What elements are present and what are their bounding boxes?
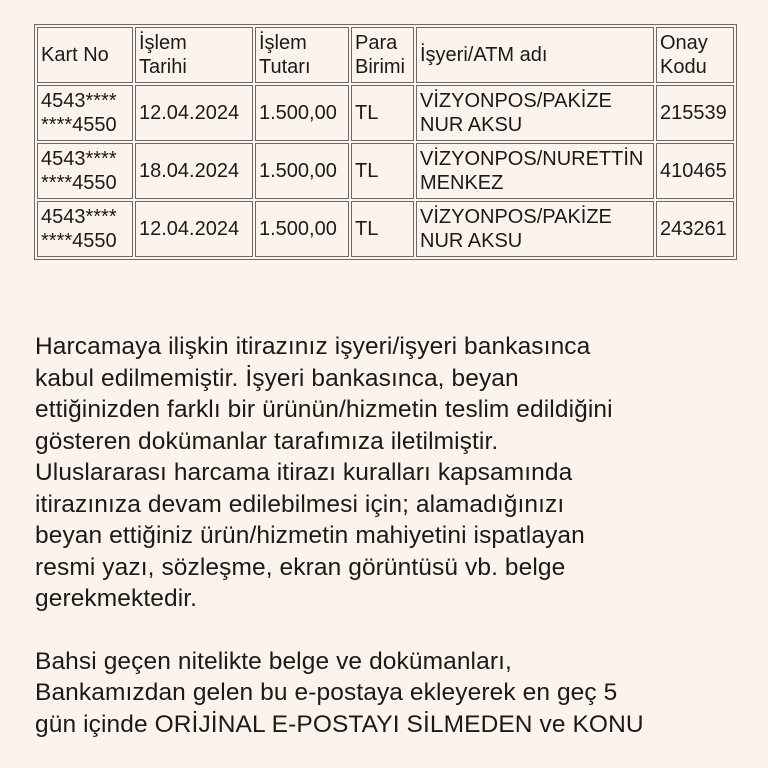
cell-para-birimi: TL	[351, 85, 414, 141]
cell-isyeri-adi: VİZYONPOS/PAKİZE NUR AKSU	[416, 85, 654, 141]
text-line: Uluslararası harcama itirazı kuralları kapsamında	[35, 459, 573, 486]
cell-onay-kodu: 243261	[656, 201, 734, 257]
cell-islem-tutari: 1.500,00	[255, 85, 349, 141]
cell-islem-tarihi: 12.04.2024	[135, 201, 253, 257]
header-para-birimi: Para Birimi	[351, 27, 414, 83]
cell-onay-kodu: 410465	[656, 143, 734, 199]
header-islem-tarihi: İşlem Tarihi	[135, 27, 253, 83]
text-line: Harcamaya ilişkin itirazınız işyeri/işyeri bankasınca	[35, 333, 591, 360]
paragraph-objection-rejected	[35, 331, 735, 615]
table-row	[37, 85, 734, 141]
text-line: gerekmektedir.	[35, 585, 198, 612]
cell-islem-tutari: 1.500,00	[255, 201, 349, 257]
text-line: resmi yazı, sözleşme, ekran görüntüsü vb. belge	[35, 553, 566, 581]
message-text	[35, 331, 735, 768]
text-line: beyan ettiğiniz ürün/hizmetin mahiyetini ispatlayan	[35, 522, 585, 549]
cell-onay-kodu: 215539	[656, 85, 734, 141]
paragraph-document-request	[35, 646, 735, 741]
text-line: gün içinde ORİJİNAL E-POSTAYI SİLMEDEN ve KONU	[35, 710, 644, 738]
cell-kart-no: 4543**** ****4550	[37, 143, 133, 199]
cell-islem-tarihi: 12.04.2024	[135, 85, 253, 141]
text-line: Bahsi geçen nitelikte belge ve dokümanları,	[35, 647, 512, 675]
header-islem-tutari: İşlem Tutarı	[255, 27, 349, 83]
table-header-row	[37, 27, 734, 83]
text-line: ettiğinizden farklı bir ürünün/hizmetin teslim edildiğini	[35, 396, 613, 423]
text-line: gösteren dokümanlar tarafımıza iletilmiştir.	[35, 427, 499, 455]
text-line: kabul edilmemiştir. İşyeri bankasınca, beyan	[35, 364, 519, 392]
table-row	[37, 201, 734, 257]
text-line: itirazınıza devam edilebilmesi için; alamadığınızı	[35, 490, 565, 518]
text-line: Bankamızdan gelen bu e-postaya ekleyerek en geç 5	[35, 679, 618, 706]
table-row	[37, 143, 734, 199]
cell-kart-no: 4543**** ****4550	[37, 201, 133, 257]
header-onay-kodu: Onay Kodu	[656, 27, 734, 83]
cell-isyeri-adi: VİZYONPOS/PAKİZE NUR AKSU	[416, 201, 654, 257]
header-kart-no: Kart No	[37, 27, 133, 83]
cell-isyeri-adi: VİZYONPOS/NURETTİN MENKEZ	[416, 143, 654, 199]
cell-islem-tarihi: 18.04.2024	[135, 143, 253, 199]
cell-kart-no: 4543**** ****4550	[37, 85, 133, 141]
cell-para-birimi: TL	[351, 143, 414, 199]
header-isyeri-atm-adi: İşyeri/ATM adı	[416, 27, 654, 83]
cell-para-birimi: TL	[351, 201, 414, 257]
cell-islem-tutari: 1.500,00	[255, 143, 349, 199]
transaction-table	[34, 24, 737, 260]
